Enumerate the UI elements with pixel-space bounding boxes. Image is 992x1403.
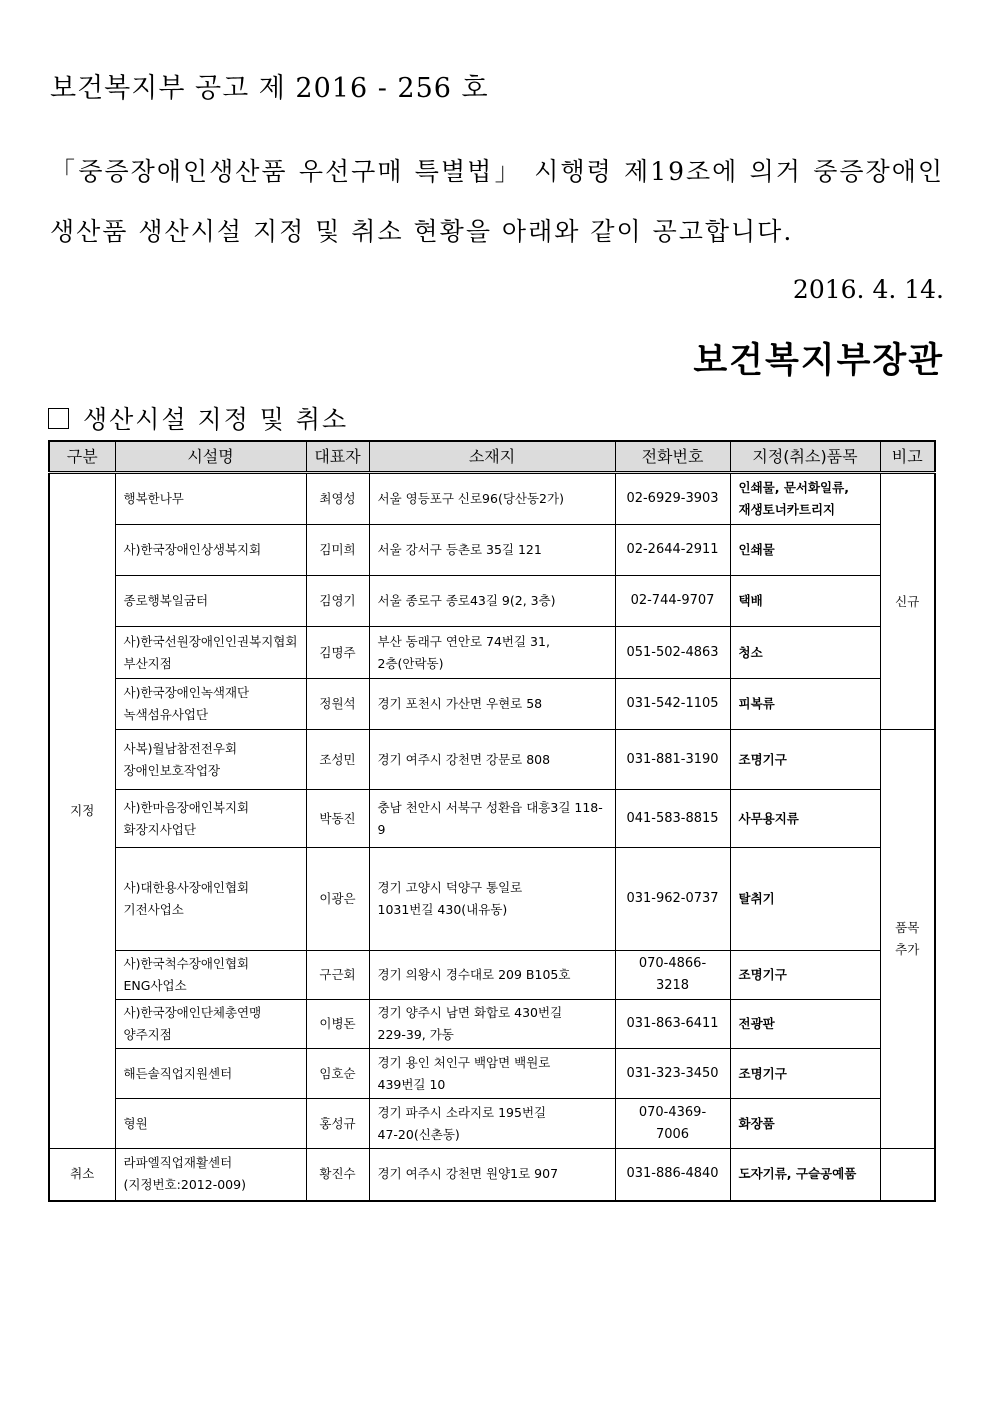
representative: 황진수 [306,1149,369,1201]
address-line: 1031번길 430(내유동) [377,902,508,917]
address-line: 경기 고양시 덕양구 통일로 [377,880,523,895]
facility-name-line: 사)대한용사장애인협회 [123,880,250,895]
phone-number: 070-4866-3218 [615,951,730,1000]
address [369,525,615,576]
designated-items [730,1149,880,1201]
address [369,1099,615,1149]
designated-items [730,1000,880,1049]
table-header-row [49,441,935,473]
designated-items-line: 조명기구 [738,967,787,982]
designated-items-line: 청소 [738,644,763,660]
address-line: 서울 강서구 등촌로 35길 121 [377,542,542,557]
facility-name [115,1049,306,1099]
representative: 최영성 [306,473,369,525]
address-line: 439번길 10 [377,1076,446,1092]
designated-items-line: 전광판 [738,1016,775,1031]
facility-name-line: 장애인보호작업장 [123,762,221,778]
designated-items-line: 도자기류, 구슬공예품 [738,1166,857,1182]
table-row [49,951,935,1000]
address-line: 경기 파주시 소라지로 195번길 [377,1104,547,1120]
representative: 김미희 [306,525,369,576]
phone-number: 02-2644-2911 [615,525,730,576]
table-row [49,790,935,848]
address [369,473,615,525]
facility-name-line: 해든솔직업지원센터 [123,1065,233,1081]
designated-items [730,790,880,848]
facility-name [115,730,306,790]
address [369,848,615,951]
facility-name-line: ENG사업소 [123,978,187,993]
representative: 김명주 [306,627,369,679]
facility-name-line: 양주지점 [123,1027,172,1042]
facility-name-line: 화장지사업단 [123,821,196,837]
designated-items [730,1049,880,1099]
facility-name-line: (지정번호:2012-009) [123,1177,246,1193]
designated-items [730,627,880,679]
intro-paragraph [50,150,944,270]
phone-number: 031-542-1105 [615,679,730,730]
address-line: 서울 종로구 종로43길 9(2, 3층) [377,593,556,608]
designated-items [730,525,880,576]
address-line: 2층(안락동) [377,655,444,671]
address-line: 부산 동래구 연안로 74번길 31, [377,633,550,649]
designated-items [730,473,880,525]
address-line: 경기 양주시 남면 화합로 430번길 [377,1005,563,1020]
address-line: 서울 영등포구 신로96(당산동2가) [377,491,564,506]
facility-name-line: 종로행복일굼터 [123,593,209,608]
facility-name [115,627,306,679]
table-row [49,473,935,525]
remark-item-added-line: 품목 [895,920,920,935]
facility-name [115,790,306,848]
table-row [49,627,935,679]
remark-new: 신규 [880,473,935,730]
designated-items [730,679,880,730]
address [369,1000,615,1049]
facility-name [115,679,306,730]
phone-number: 031-323-3450 [615,1049,730,1099]
representative: 구근회 [306,951,369,1000]
intro-line-2: 생산품 생산시설 지정 및 취소 현황을 아래와 같이 공고합니다. [50,217,794,246]
facility-name-line: 사)한국선원장애인인권복지협회 [123,633,298,649]
address-line: 경기 용인 처인구 백암면 백원로 [377,1054,551,1070]
table-row [49,848,935,951]
representative: 이병돈 [306,1000,369,1049]
address [369,951,615,1000]
designated-items-line: 화장품 [738,1115,775,1131]
facility-name-line: 녹색섬유사업단 [123,707,209,722]
representative: 홍성규 [306,1099,369,1149]
designated-items [730,951,880,1000]
facility-name-line: 사)한국장애인단체총연맹 [123,1005,262,1020]
section-heading [48,400,348,436]
address [369,679,615,730]
designated-items-line: 재생토너카트리지 [738,502,836,517]
address [369,790,615,848]
header-phone: 전화번호 [615,441,730,473]
facility-name [115,951,306,1000]
announcement-number: 보건복지부 공고 제 2016 - 256 호 [50,73,489,104]
representative: 김영기 [306,576,369,627]
header-items: 지정(취소)품목 [730,441,880,473]
designated-items [730,848,880,951]
designated-items-line: 탈취기 [738,891,775,906]
address-line: 경기 의왕시 경수대로 209 B105호 [377,967,571,982]
address [369,627,615,679]
table-row [49,576,935,627]
address-line: 경기 여주시 강천면 강문로 808 [377,751,551,767]
facility-name [115,576,306,627]
announcement-date: 2016. 4. 14. [792,275,944,304]
facility-name-line: 라파엘직업재활센터 [123,1155,233,1171]
issuer-title: 보건복지부장관 [693,340,944,381]
phone-number: 031-881-3190 [615,730,730,790]
phone-number: 051-502-4863 [615,627,730,679]
phone-number: 041-583-8815 [615,790,730,848]
designated-items-line: 조명기구 [738,1065,787,1081]
designated-items-line: 인쇄물 [738,542,775,557]
designated-items [730,1099,880,1149]
designated-items [730,730,880,790]
section-title: 생산시설 지정 및 취소 [83,405,349,434]
designated-items-line: 피복류 [738,696,775,711]
header-facility-name: 시설명 [115,441,306,473]
address [369,576,615,627]
intro-line-1: 「중증장애인생산품 우선구매 특별법」 시행령 제19조에 의거 중증장애인 [50,157,944,186]
facility-name-line: 행복한나무 [123,491,184,506]
facility-name [115,525,306,576]
designated-items-line: 인쇄물, 문서화일류, [738,480,849,495]
address [369,1149,615,1201]
phone-number: 031-863-6411 [615,1000,730,1049]
header-representative: 대표자 [306,441,369,473]
table-row [49,679,935,730]
facility-name [115,1099,306,1149]
category-designation: 지정 [49,473,115,1149]
address-line: 229-39, 가동 [377,1027,454,1042]
phone-number: 070-4369-7006 [615,1099,730,1149]
representative: 조성민 [306,730,369,790]
facility-name-line: 사)한마음장애인복지회 [123,799,250,815]
address [369,1049,615,1099]
facility-name-line: 사복)월남참전전우회 [123,740,238,756]
address-line: 47-20(신촌동) [377,1126,460,1142]
header-address: 소재지 [369,441,615,473]
facility-name [115,473,306,525]
facility-name [115,848,306,951]
facility-table [48,440,936,1202]
facility-name-line: 사)한국척수장애인협회 [123,956,250,971]
designated-items-line: 조명기구 [738,751,787,767]
facility-name-line: 부산지점 [123,655,172,671]
header-category: 구분 [49,441,115,473]
remark-item-added-line: 추가 [895,942,920,957]
table-body [49,473,935,1201]
remark-empty [880,1149,935,1201]
table-row [49,1049,935,1099]
category-cancellation: 취소 [49,1149,115,1201]
table-row [49,1149,935,1201]
phone-number: 02-744-9707 [615,576,730,627]
address-line: 경기 여주시 강천면 원양1로 907 [377,1166,559,1182]
phone-number: 02-6929-3903 [615,473,730,525]
facility-table-container [48,440,934,1202]
header-remarks: 비고 [880,441,935,473]
address-line: 충남 천안시 서북구 성환읍 대흥3길 118-9 [377,799,603,837]
address [369,730,615,790]
facility-name-line: 사)한국장애인상생복지회 [123,542,262,557]
table-row [49,525,935,576]
designated-items-line: 택배 [738,593,763,608]
facility-name [115,1149,306,1201]
representative: 이광은 [306,848,369,951]
phone-number: 031-962-0737 [615,848,730,951]
representative: 임호순 [306,1049,369,1099]
designated-items-line: 사무용지류 [738,810,799,826]
facility-name-line: 기전사업소 [123,902,184,917]
table-row [49,1000,935,1049]
checkbox-square-icon [48,408,69,429]
facility-name [115,1000,306,1049]
table-row [49,730,935,790]
table-row [49,1099,935,1149]
address-line: 경기 포천시 가산면 우현로 58 [377,696,543,711]
representative: 박동진 [306,790,369,848]
designated-items [730,576,880,627]
facility-name-line: 사)한국장애인녹색재단 [123,685,250,700]
representative: 정원석 [306,679,369,730]
phone-number: 031-886-4840 [615,1149,730,1201]
facility-name-line: 형원 [123,1115,148,1131]
remark-item-added [880,730,935,1149]
